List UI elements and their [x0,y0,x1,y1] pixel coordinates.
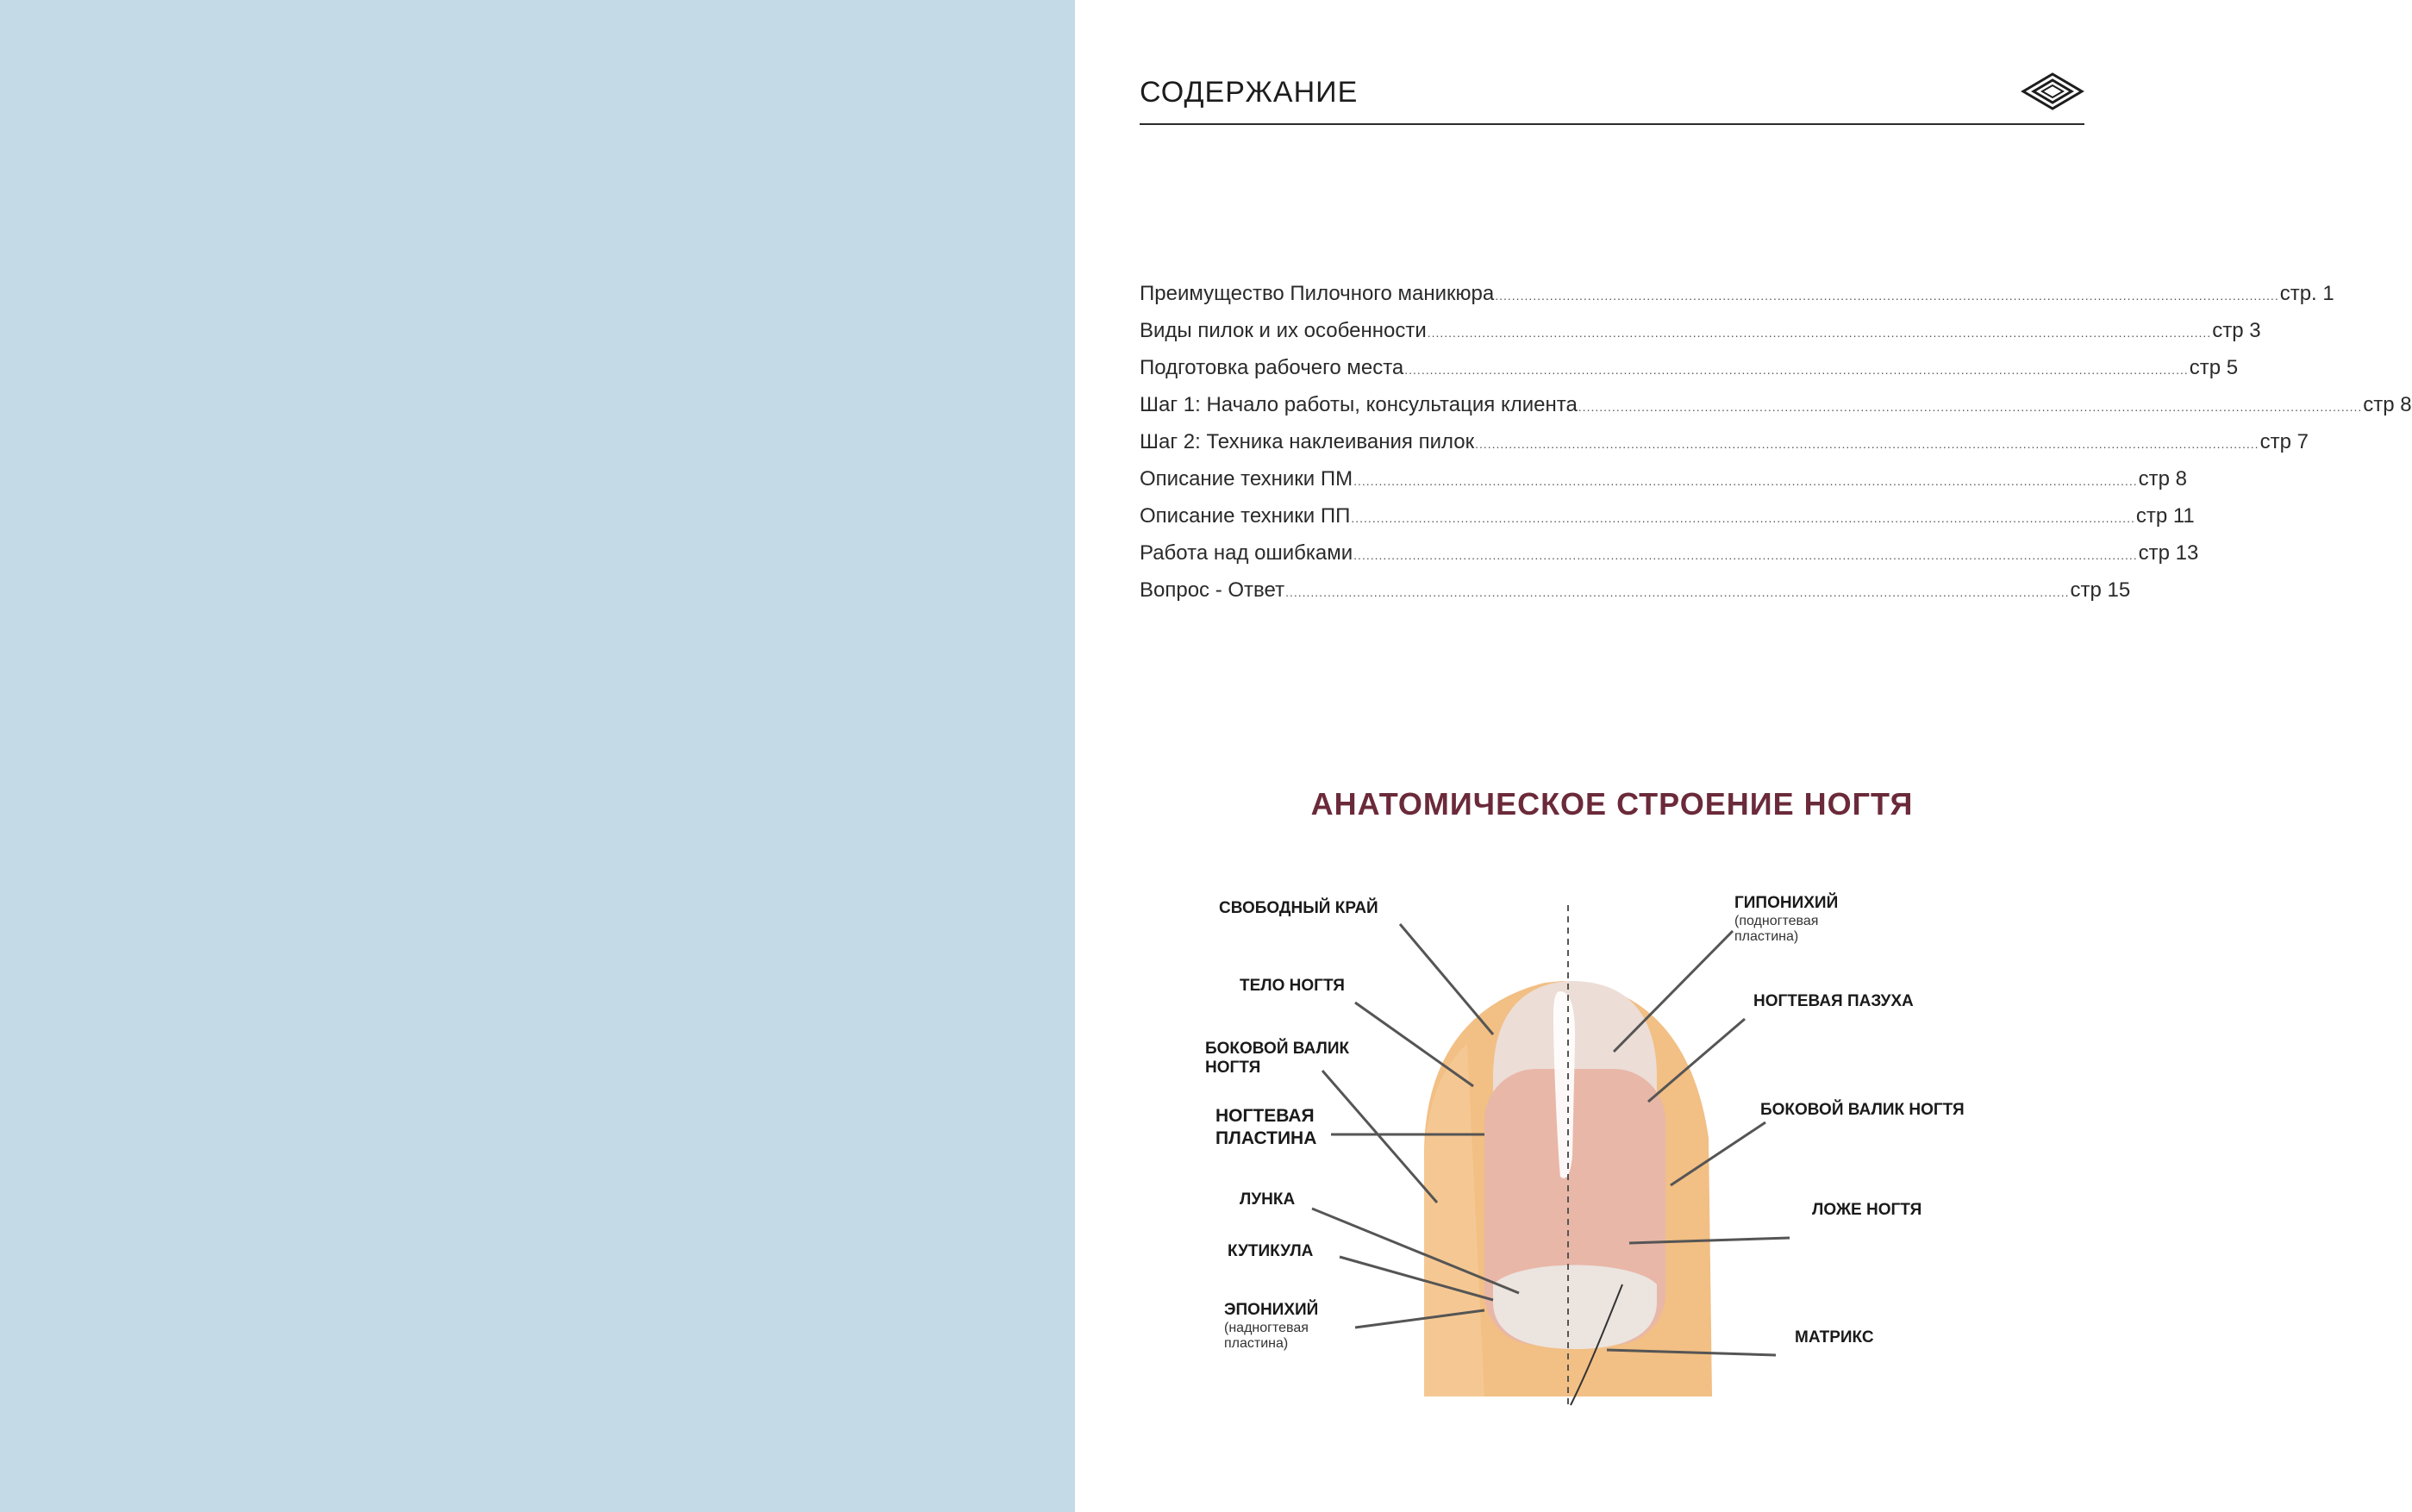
toc-entry-title: Шаг 1: Начало работы, консультация клиента [1140,393,1578,416]
label-nail-plate-line2: ПЛАСТИНА [1215,1128,1317,1148]
label-nail-plate [1215,1105,1316,1150]
toc-leader-dots: .......................................................................................................................................................................................... [1427,326,2212,340]
label-nail-sinus: НОГТЕВАЯ ПАЗУХА [1753,992,1914,1010]
toc-leader-dots: .......................................................................................................................................................................................... [1495,289,2279,303]
toc-leader-dots: .......................................................................................................................................................................................... [1404,363,2189,377]
toc-entry-title: Описание техники ПП [1140,504,1351,528]
toc-entry[interactable] [1140,319,2261,356]
label-nail-bed: ЛОЖЕ НОГТЯ [1812,1201,1922,1219]
label-hyponychium-sub-line2: пластина) [1734,929,1799,944]
toc-entry[interactable] [1140,504,2195,541]
toc-entry[interactable] [1140,356,2239,393]
toc-entry-page: стр 11 [2135,504,2195,528]
label-side-fold-left-line1: БОКОВОЙ ВАЛИК [1205,1040,1350,1058]
label-side-fold-right: БОКОВОЙ ВАЛИК НОГТЯ [1760,1101,1965,1119]
toc-entry[interactable] [1140,541,2199,578]
label-matrix: МАТРИКС [1795,1328,1874,1346]
toc-leader-dots: .......................................................................................................................................................................................... [1578,400,2363,414]
lunula-shape [1493,1265,1657,1350]
toc-entry-title: Преимущество Пилочного маникюра [1140,282,1495,305]
label-lunula: ЛУНКА [1240,1190,1296,1209]
toc-entry-page: стр 3 [2212,319,2261,342]
toc-entry-title: Виды пилок и их особенности [1140,319,1427,342]
label-hyponychium-title: ГИПОНИХИЙ [1734,894,1839,912]
label-hyponychium [1734,893,1838,945]
label-eponychium-sub-line1: (надногтевая [1224,1321,1309,1335]
toc-entry-title: Работа над ошибками [1140,541,1353,565]
nail-anatomy-diagram [1140,879,2084,1414]
toc-entry[interactable] [1140,393,2412,430]
toc-entry-page: стр 13 [2138,541,2199,565]
diagram-title: АНАТОМИЧЕСКОЕ СТРОЕНИЕ НОГТЯ [1310,786,1914,822]
toc-entry[interactable] [1140,282,2334,319]
label-eponychium-sub-line2: пластина) [1224,1336,1289,1351]
toc-entry-title: Вопрос - Ответ [1140,578,1285,602]
toc-entry[interactable] [1140,467,2187,504]
label-cuticle: КУТИКУЛА [1228,1242,1314,1260]
toc-entry[interactable] [1140,430,2309,467]
left-blank-page [0,0,1075,1512]
label-eponychium-title: ЭПОНИХИЙ [1224,1301,1319,1319]
toc-entry-title: Описание техники ПМ [1140,467,1353,490]
header-divider [1140,123,2084,125]
page-title: СОДЕРЖАНИЕ [1140,76,1359,109]
table-of-contents [1140,282,2412,615]
diamond-logo-icon [2021,72,2084,110]
label-free-edge: СВОБОДНЫЙ КРАЙ [1219,899,1378,917]
toc-entry-page: стр 8 [2363,393,2412,416]
toc-leader-dots: .......................................................................................................................................................................................... [1353,548,2138,562]
toc-leader-dots: .......................................................................................................................................................................................... [1353,474,2138,488]
toc-leader-dots: .......................................................................................................................................................................................... [1351,511,2135,525]
toc-entry[interactable] [1140,578,2131,615]
toc-entry-page: стр. 1 [2279,282,2334,305]
label-eponychium [1224,1300,1318,1352]
toc-entry-page: стр 7 [2259,430,2309,453]
toc-leader-dots: .......................................................................................................................................................................................... [1285,585,2070,599]
label-hyponychium-sub-line1: (подногтевая [1734,914,1819,928]
toc-entry-title: Подготовка рабочего места [1140,356,1404,379]
toc-entry-page: стр 8 [2138,467,2187,490]
label-side-fold-left-line2: НОГТЯ [1205,1059,1261,1077]
toc-entry-title: Шаг 2: Техника наклеивания пилок [1140,430,1475,453]
label-nail-body: ТЕЛО НОГТЯ [1240,977,1345,995]
label-nail-plate-line1: НОГТЕВАЯ [1215,1106,1315,1126]
toc-entry-page: стр 15 [2070,578,2131,602]
toc-entry-page: стр 5 [2189,356,2239,379]
label-side-fold-left [1205,1040,1349,1078]
toc-leader-dots: .......................................................................................................................................................................................... [1475,437,2259,451]
